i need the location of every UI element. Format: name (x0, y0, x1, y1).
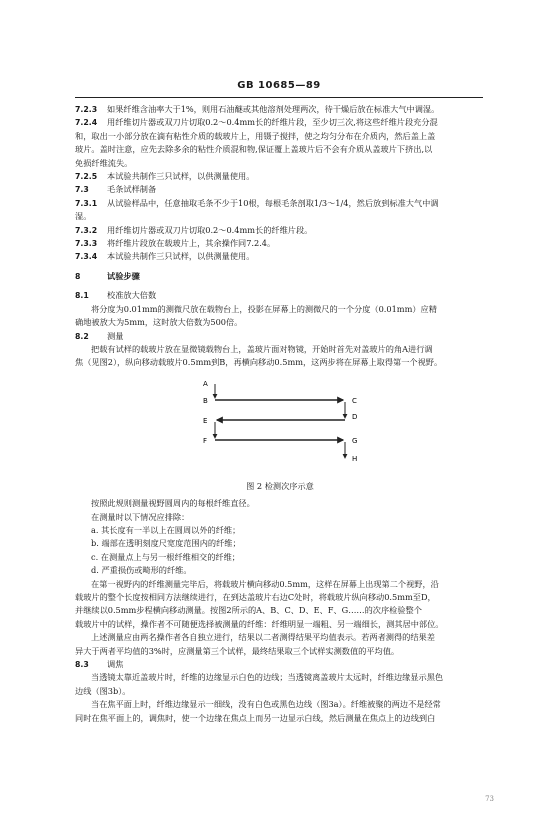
text-line (75, 170, 485, 183)
text-line (75, 497, 485, 510)
text-line (75, 343, 485, 356)
clause-text: 校准放大倍数 (107, 290, 157, 301)
text-line (75, 250, 485, 263)
clause-text: 玻片。盖时注意，应先去除多余的粘性介质混和物,保证覆上盖玻片后不会有介质从盖玻片下挤出,以 (75, 144, 433, 155)
clause-text: 当在焦平面上时，纤维边缘显示一细线，没有白色或黑色边线（图3a）。纤维被聚的两边不是经常 (91, 699, 441, 710)
label-b: B (203, 396, 208, 405)
clause-text: a. 其长度有一半以上在圆周以外的纤维； (91, 524, 241, 535)
measurement-text (75, 497, 485, 725)
section-8-heading: 8 试验步骤 (75, 270, 140, 281)
text-line (75, 356, 485, 369)
clause-text: 确地被放大为5mm，这时放大倍数为500倍。 (75, 317, 243, 328)
label-g: G (352, 436, 358, 445)
clause-number: 7.2.4 (75, 118, 98, 128)
clause-text: 用纤维切片器或双刀片切取0.2～0.4mm长的纤维片段。 (107, 224, 313, 235)
label-d: D (352, 412, 358, 421)
text-line (75, 631, 485, 644)
text-line (75, 551, 485, 564)
clause-text: 焦（见图2），纵向移动载玻片0.5mm到B，再横向移动0.5mm，这两步将在屏幕上取得第一个视野。 (75, 357, 443, 368)
section-8-1-2-text (75, 289, 485, 369)
clause-text: 将纤维片段放在载玻片上，其余操作同7.2.4。 (107, 238, 276, 249)
clause-number: 8.2 (75, 331, 89, 341)
clause-text: 在测量时以下情况应排除： (91, 511, 190, 522)
label-c: C (352, 396, 357, 405)
clause-text: d. 严重损伤或畸形的纤维。 (91, 565, 192, 576)
text-line (75, 618, 485, 631)
text-line (75, 130, 485, 143)
clause-text: 并继续以0.5mm步程横向移动测量。按图2所示的A、B、C、D、E、F、G……的次序检验整个 (75, 605, 422, 616)
clause-text: b. 端部在透明刻度尺宽度范围内的纤维； (91, 538, 241, 549)
text-line (75, 330, 485, 343)
scan-order-diagram (203, 376, 363, 476)
clause-text: 载玻片中的试样，操作者不可随便选择被测量的纤维：纤维明显一端粗、另一端细长，测其居中部位。 (75, 618, 444, 629)
clause-text: 边线（图3b）。 (75, 685, 131, 696)
clause-text: 上述测量应由两名操作者各自独立进行，结果以二者测得结果平均值表示。若两者测得的结果差 (91, 632, 435, 643)
text-line (75, 604, 485, 617)
text-line (75, 210, 485, 223)
text-line (75, 197, 485, 210)
clause-text: 同时在焦平面上的，调焦时，使一个边缘在焦点上而另一边显示白线，然后测量在焦点上的边线到白 (75, 712, 436, 723)
clause-text: 在第一视野内的纤维测量完毕后，将载玻片横向移动0.5mm，这样在屏幕上出现第二个视野，沿 (91, 578, 439, 589)
text-line (75, 316, 485, 329)
figure-2-diagram (75, 370, 485, 478)
clause-text: 把载有试样的载玻片放在显微镜载物台上，盖玻片面对物镜，开始时首先对盖玻片的角A进行调 (91, 343, 433, 354)
clause-number: 7.3 (75, 185, 89, 195)
label-e: E (203, 416, 208, 425)
text-line (75, 578, 485, 591)
text-line (75, 183, 485, 196)
clause-text: 按照此规则测量视野圆周内的每根纤维直径。 (91, 498, 255, 509)
text-line (75, 698, 485, 711)
clause-text: 载玻片的整个长度按相同方法继续进行，在到达盖玻片右边C处时，将载玻片纵向移动0.5mm至D， (75, 591, 436, 602)
clause-text: 本试验共制作三只试样，以供测量使用。 (107, 171, 255, 182)
text-line (75, 671, 485, 684)
clause-text: 从试验样品中，任意抽取毛条不少于10根，每根毛条剖取1/3～1/4，然后放到标准大气中调 (107, 197, 439, 208)
text-line (75, 564, 485, 577)
standard-header: GB 10685—89 (237, 80, 321, 91)
label-f: F (203, 436, 208, 445)
clause-number: 7.3.3 (75, 239, 98, 249)
text-line (75, 537, 485, 550)
clause-text: 本试验共制作三只试样，以供测量使用。 (107, 251, 255, 262)
clause-text: 免损纤维流失。 (75, 157, 133, 168)
text-line (75, 289, 485, 302)
header-rule (75, 97, 483, 98)
text-line (75, 712, 485, 725)
clause-text: 用纤维切片器或双刀片切取0.2～0.4mm长的纤维片段，至少切三次,将这些纤维片段充分混 (107, 117, 438, 128)
clause-text: 测量 (107, 330, 124, 341)
clause-text: 如果纤维含油率大于1%，则用石油醚或其他溶剂处理两次，待干燥后放在标准大气中调湿。 (107, 104, 440, 114)
clause-text: 和，取出一小部分放在滴有粘性介质的载玻片上，用镊子搅拌，使之均匀分布在介质内，然后盖上盖 (75, 130, 436, 141)
label-h: H (352, 454, 358, 463)
clause-number: 7.3.2 (75, 225, 98, 235)
clause-text: 将分度为0.01mm的测微尺放在载物台上，投影在屏幕上的测微尺的一个分度（0.01mm）应精 (91, 303, 437, 314)
text-line (75, 157, 485, 170)
text-line (75, 645, 485, 658)
clause-number: 8.3 (75, 660, 89, 669)
page-number: 73 (485, 795, 494, 803)
clause-text: 调焦 (107, 659, 124, 669)
text-line (75, 103, 485, 116)
figure-caption: 图 2 检测次序示意 (246, 480, 314, 491)
clause-text: 湿。 (75, 211, 92, 222)
text-line (75, 116, 485, 129)
clause-number: 7.3.4 (75, 252, 98, 262)
text-line (75, 591, 485, 604)
text-line (75, 685, 485, 698)
document-body (75, 103, 485, 725)
clause-number: 7.3.1 (75, 198, 98, 208)
clause-text: 当透镜太靠近盖玻片时，纤维的边缘显示白色的边线；当透镜离盖玻片太远时，纤维边缘显示黑色 (91, 672, 444, 683)
clause-text: c. 在测量点上与另一根纤维相交的纤维； (91, 551, 240, 562)
clause-text: 异大于两者平均值的3%时，应测量第三个试样，最终结果取三个试样实测数值的平均值。 (75, 645, 400, 656)
text-line (75, 658, 485, 671)
text-line (75, 143, 485, 156)
text-line (75, 224, 485, 237)
section-7-text (75, 103, 485, 264)
clause-number: 8.1 (75, 291, 89, 301)
text-line (75, 237, 485, 250)
text-line (75, 524, 485, 537)
clause-number: 7.2.5 (75, 172, 98, 182)
text-line (75, 303, 485, 316)
clause-number: 7.2.3 (75, 105, 98, 114)
label-a: A (203, 379, 208, 388)
text-line (75, 511, 485, 524)
clause-text: 毛条试样制备 (107, 184, 157, 195)
